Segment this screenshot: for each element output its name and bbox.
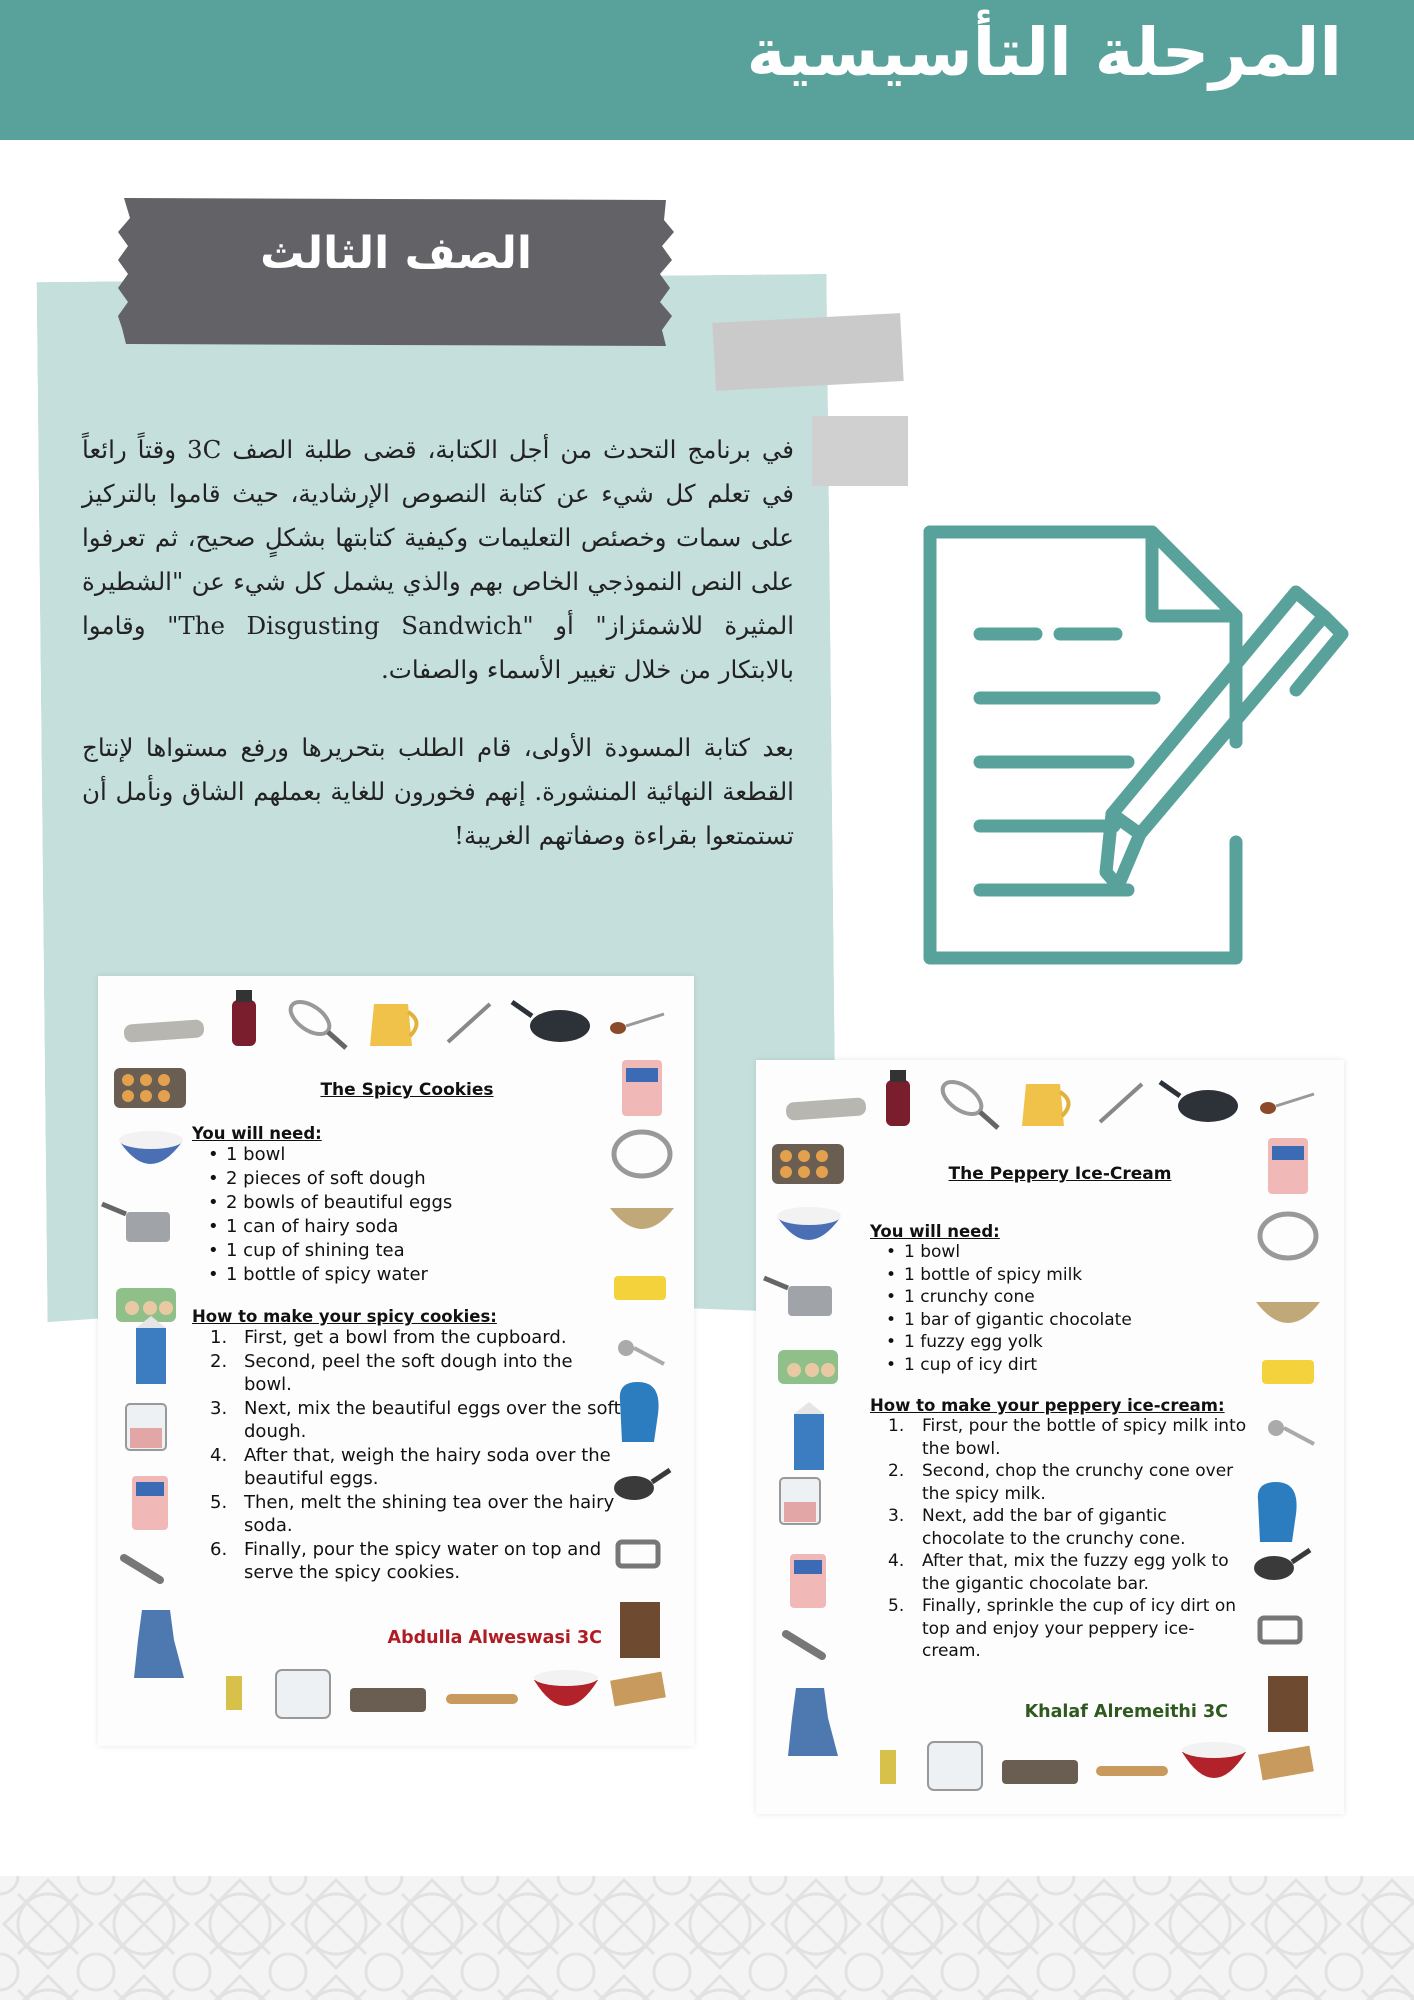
apron-icon bbox=[134, 1610, 184, 1678]
recipe-card bbox=[756, 1060, 1344, 1814]
ice-cream-scoop-icon bbox=[786, 1634, 822, 1656]
cocoa-box-icon bbox=[620, 1602, 660, 1658]
recipe-card bbox=[98, 976, 694, 1746]
apron-icon bbox=[788, 1688, 838, 1756]
ingredients-list bbox=[192, 1143, 622, 1287]
measuring-spoons-icon bbox=[1268, 1420, 1314, 1444]
list-item: 2. Second, chop the crunchy cone over the spicy milk. bbox=[888, 1461, 1234, 1504]
bowl-icon bbox=[119, 1131, 183, 1164]
cutting-board-icon bbox=[610, 1672, 666, 1707]
measuring-spoons-icon bbox=[618, 1340, 664, 1364]
method-list bbox=[192, 1326, 622, 1585]
list-item: 2. Second, peel the soft dough into the bowl. bbox=[210, 1350, 573, 1395]
list-item: 3. Next, mix the beautiful eggs over the soft dough. bbox=[210, 1397, 621, 1442]
food-processor-icon bbox=[928, 1742, 982, 1790]
egg-box-icon bbox=[778, 1350, 838, 1384]
oven-glove-icon bbox=[1258, 1482, 1297, 1542]
list-item: • 1 bowl bbox=[192, 1143, 622, 1167]
saucepan-icon bbox=[102, 1204, 170, 1242]
method-list bbox=[870, 1415, 1250, 1663]
rolling-pin-icon bbox=[1096, 1766, 1168, 1776]
bottle-icon bbox=[886, 1070, 910, 1126]
jug-icon bbox=[370, 1004, 417, 1046]
document-pencil-icon bbox=[900, 512, 1360, 982]
muffin-tray-icon bbox=[114, 1068, 186, 1108]
list-item: • 1 crunchy cone bbox=[870, 1286, 1250, 1309]
list-item: • 1 cup of shining tea bbox=[192, 1239, 622, 1263]
list-item: 4. After that, weigh the hairy soda over the beautiful eggs. bbox=[210, 1444, 611, 1489]
bottle-icon bbox=[232, 990, 256, 1046]
saucepan-icon bbox=[764, 1278, 832, 1316]
recipe-title: The Spicy Cookies bbox=[320, 1080, 494, 1100]
section-label: الصف الثالث bbox=[260, 228, 532, 279]
whisk-icon bbox=[937, 1076, 998, 1128]
list-item: • 1 bottle of spicy milk bbox=[870, 1264, 1250, 1287]
spoon-icon bbox=[1260, 1094, 1314, 1114]
frying-pan-icon bbox=[614, 1470, 670, 1500]
measuring-jug-icon bbox=[126, 1404, 166, 1450]
recipe-author: Abdulla Alweswasi 3C bbox=[387, 1628, 602, 1648]
fork-icon bbox=[448, 1004, 490, 1042]
method-heading: How to make your spicy cookies: bbox=[192, 1307, 497, 1326]
peeler-icon bbox=[1260, 1618, 1300, 1642]
ice-cream-scoop-icon bbox=[124, 1558, 160, 1580]
footer-pattern bbox=[0, 1876, 1414, 2000]
list-item: • 1 bottle of spicy water bbox=[192, 1263, 622, 1287]
food-processor-icon bbox=[276, 1670, 330, 1718]
list-item: 1. First, pour the bottle of spicy milk into the bowl. bbox=[888, 1416, 1247, 1459]
page-title: المرحلة التأسيسية bbox=[746, 14, 1342, 91]
baking-tray-icon bbox=[1002, 1760, 1078, 1784]
list-item: • 1 bar of gigantic chocolate bbox=[870, 1309, 1250, 1332]
list-item: • 2 pieces of soft dough bbox=[192, 1167, 622, 1191]
cutting-board-icon bbox=[1258, 1746, 1314, 1781]
fork-icon bbox=[1100, 1084, 1142, 1122]
whisk-icon bbox=[285, 996, 346, 1048]
list-item: 1. First, get a bowl from the cupboard. bbox=[210, 1327, 567, 1348]
rolling-pin-icon bbox=[785, 1097, 866, 1121]
list-item: • 1 fuzzy egg yolk bbox=[870, 1331, 1250, 1354]
list-item: • 1 cup of icy dirt bbox=[870, 1354, 1250, 1377]
mixing-bowl-icon bbox=[1256, 1302, 1320, 1323]
frying-pan-icon bbox=[1254, 1550, 1310, 1580]
method-heading: How to make your peppery ice-cream: bbox=[870, 1396, 1225, 1415]
list-item: 5. Finally, sprinkle the cup of icy dirt on top and enjoy your peppery ice-cream. bbox=[888, 1596, 1237, 1661]
measuring-jug-icon bbox=[780, 1478, 820, 1524]
flour-bag-icon bbox=[622, 1060, 662, 1116]
list-item: 5. Then, melt the shining tea over the hairy soda. bbox=[210, 1491, 615, 1536]
rice-bowl-icon bbox=[534, 1670, 598, 1706]
rolling-pin-icon bbox=[123, 1019, 204, 1043]
cocoa-box-icon bbox=[1268, 1676, 1308, 1732]
milk-carton-icon bbox=[794, 1402, 824, 1470]
jug-icon bbox=[1022, 1084, 1069, 1126]
milk-carton-icon bbox=[136, 1316, 166, 1384]
recipe-title: The Peppery Ice-Cream bbox=[948, 1164, 1172, 1184]
ingredients-heading: You will need: bbox=[870, 1222, 1000, 1241]
list-item: 6. Finally, pour the spicy water on top and serve the spicy cookies. bbox=[210, 1538, 602, 1583]
list-item: • 1 can of hairy soda bbox=[192, 1215, 622, 1239]
cake-tin-icon bbox=[1260, 1214, 1316, 1258]
rice-bowl-icon bbox=[1182, 1742, 1246, 1778]
recipe-content bbox=[192, 1080, 622, 1585]
baking-tray-icon bbox=[350, 1688, 426, 1712]
decorative-tab bbox=[712, 313, 903, 391]
frying-pan-icon bbox=[1160, 1082, 1238, 1122]
frying-pan-icon bbox=[512, 1002, 590, 1042]
list-item: • 2 bowls of beautiful eggs bbox=[192, 1191, 622, 1215]
ingredients-heading: You will need: bbox=[192, 1124, 322, 1143]
spoon-icon bbox=[610, 1014, 664, 1034]
decorative-tab bbox=[812, 416, 908, 486]
muffin-tray-icon bbox=[772, 1144, 844, 1184]
bowl-icon bbox=[777, 1207, 841, 1240]
intro-text bbox=[82, 428, 794, 892]
flour-bag-icon bbox=[1268, 1138, 1308, 1194]
rolling-pin-icon bbox=[446, 1694, 518, 1704]
peeler-icon bbox=[618, 1542, 658, 1566]
intro-paragraph: في برنامج التحدث من أجل الكتابة، قضى طلبة الصف 3C وقتاً رائعاً في تعلم كل شيء عن كتابة النصوص الإرشادية، حيث قاموا بالتركيز على سمات وخصئص التعليمات وكيفية كتابتها بشكلٍ صحيح، ثم تعرفوا على النص النموذجي الخاص بهم والذي يشمل كل شيء عن "الشطيرة المثيرة للاشمئزاز" أو "The Disgusting Sandwich" وقاموا بالابتكار من خلال تغيير الأسماء والصفات. bbox=[82, 435, 794, 684]
list-item: 3. Next, add the bar of gigantic chocolate to the crunchy cone. bbox=[888, 1506, 1186, 1549]
list-item: 4. After that, mix the fuzzy egg yolk to the gigantic chocolate bar. bbox=[888, 1551, 1229, 1594]
list-item: • 1 bowl bbox=[870, 1241, 1250, 1264]
flour-bag-icon bbox=[790, 1554, 826, 1608]
butter-icon bbox=[1262, 1360, 1314, 1384]
cake-tin-icon bbox=[614, 1132, 670, 1176]
intro-paragraph: بعد كتابة المسودة الأولى، قام الطلب بتحريرها ورفع مستواها لإنتاج القطعة النهائية المنشورة. إنهم فخورون للغاية بعملهم الشاق ونأمل أن تستمتعوا بقراءة وصفاتهم الغريبة! bbox=[82, 733, 794, 850]
flour-bag-icon bbox=[132, 1476, 168, 1530]
recipe-content bbox=[870, 1164, 1250, 1663]
oil-bottle-icon bbox=[226, 1676, 242, 1710]
oil-bottle-icon bbox=[880, 1750, 896, 1784]
ingredients-list bbox=[870, 1241, 1250, 1376]
egg-box-icon bbox=[116, 1288, 176, 1322]
recipe-author: Khalaf Alremeithi 3C bbox=[1024, 1702, 1228, 1722]
oven-glove-icon bbox=[620, 1382, 659, 1442]
